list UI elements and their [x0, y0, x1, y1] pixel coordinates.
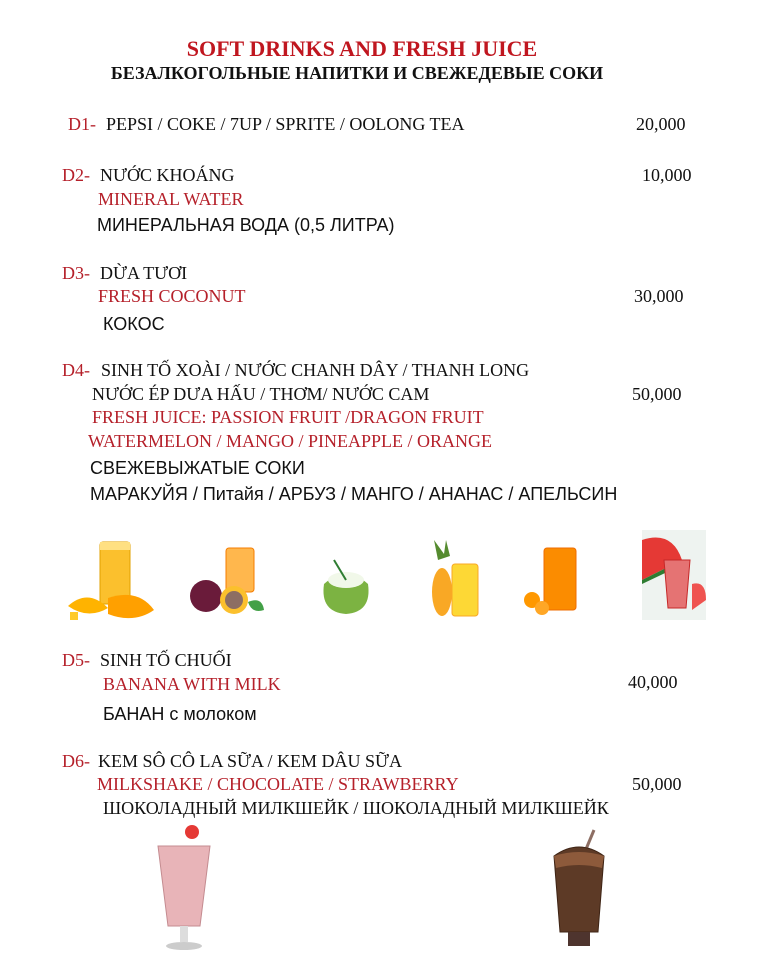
watermelon-juice-image [642, 530, 706, 620]
item-price: 30,000 [634, 286, 684, 306]
chocolate-milkshake-image [544, 828, 614, 952]
title-ru: БЕЗАЛКОГОЛЬНЫЕ НАПИТКИ И СВЕЖЕДЕВЫЕ СОКИ [110, 63, 604, 83]
item-price: 40,000 [628, 672, 678, 692]
item-name-ru: КОКОС [103, 314, 165, 334]
passion-fruit-juice-image [186, 544, 266, 616]
item-name-en: MINERAL WATER [98, 189, 244, 209]
item-code: D1- [68, 114, 96, 134]
item-price: 50,000 [632, 774, 682, 794]
item-name-en: MILKSHAKE / CHOCOLATE / STRAWBERRY [97, 774, 459, 794]
item-code: D6- [62, 751, 90, 771]
item-name-ru: ШОКОЛАДНЫЙ МИЛКШЕЙК / ШОКОЛАДНЫЙ МИЛКШЕЙК [103, 798, 609, 818]
orange-juice-image [522, 546, 578, 616]
item-name: PEPSI / COKE / 7UP / SPRITE / OOLONG TEA [106, 114, 465, 134]
item-price: 10,000 [642, 165, 692, 185]
item-name-en: FRESH COCONUT [98, 286, 246, 306]
title-en: SOFT DRINKS AND FRESH JUICE [186, 36, 538, 61]
item-vi-line2: NƯỚC ÉP DƯA HẤU / THƠM/ NƯỚC CAM [92, 384, 430, 404]
item-ru-line1: СВЕЖЕВЫЖАТЫЕ СОКИ [90, 458, 305, 478]
strawberry-milkshake-image [154, 822, 214, 952]
item-name-ru: МИНЕРАЛЬНАЯ ВОДА (0,5 ЛИТРА) [97, 215, 395, 235]
pineapple-juice-image [430, 540, 482, 620]
item-name-vi: KEM SÔ CÔ LA SỮA / KEM DÂU SỮA [98, 751, 402, 771]
item-code: D3- [62, 263, 90, 283]
item-name-ru: БАНАН с молоком [103, 704, 257, 724]
item-vi-line1: SINH TỐ XOÀI / NƯỚC CHANH DÂY / THANH LONG [101, 360, 530, 380]
item-name-vi: NƯỚC KHOÁNG [100, 165, 235, 185]
item-name-vi: DỪA TƯƠI [100, 263, 188, 283]
item-code: D4- [62, 360, 90, 380]
mango-juice-image [68, 538, 158, 624]
item-code: D5- [62, 650, 90, 670]
item-price: 20,000 [636, 114, 686, 134]
item-name-en: BANANA WITH MILK [103, 674, 281, 694]
item-ru-line2: МАРАКУЙЯ / Питайя / АРБУЗ / МАНГО / АНАНАС / АПЕЛЬСИН [90, 484, 618, 504]
item-name-vi: SINH TỐ CHUỐI [100, 650, 232, 670]
item-code: D2- [62, 165, 90, 185]
item-price: 50,000 [632, 384, 682, 404]
item-en-line1: FRESH JUICE: PASSION FRUIT /DRAGON FRUIT [92, 407, 484, 427]
item-en-line2: WATERMELON / MANGO / PINEAPPLE / ORANGE [88, 431, 492, 451]
coconut-image [316, 556, 376, 616]
